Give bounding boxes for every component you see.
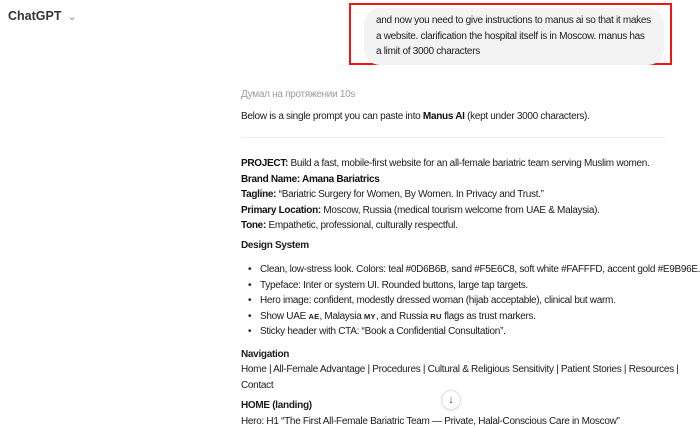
intro-post: (kept under 3000 characters). <box>464 110 590 122</box>
project-label: PROJECT: <box>241 158 289 169</box>
project-block <box>241 156 665 234</box>
home-landing-heading: HOME (landing) <box>241 400 312 411</box>
user-message-text: and now you need to give instructions to manus ai so that it makes a website. clarification the hospital itself is in Moscow. manus has a limit of 3000 characters <box>376 15 651 57</box>
tone-line <box>241 218 665 234</box>
list-item: • Clean, low-stress look. Colors: teal #0D6B6B, sand #F5E6C8, soft white #FAFFFD, accent gold #E9B96E. <box>241 262 665 278</box>
app-title: ChatGPT <box>8 9 62 23</box>
tagline-text: “Bariatric Surgery for Women, By Women. In Privacy and Trust.” <box>276 189 544 200</box>
brand-name-line: Brand Name: Amana Bariatrics <box>241 173 380 185</box>
location-label: Primary Location: <box>241 204 321 216</box>
scroll-to-bottom-button[interactable] <box>441 390 461 410</box>
design-system-heading: Design System <box>241 239 309 251</box>
user-message-bubble <box>364 8 664 65</box>
flags-text: , and Russia <box>375 310 431 322</box>
project-line <box>241 156 665 172</box>
list-item: • Hero image: confident, modestly dressed woman (hijab acceptable), clinical but warm. <box>241 293 665 309</box>
arrow-down-icon: ↓ <box>448 393 454 406</box>
intro-paragraph <box>241 109 665 125</box>
flags-text: flags as trust markers. <box>441 310 536 322</box>
design-system-list <box>241 262 700 340</box>
divider <box>241 137 665 138</box>
flags-text: , Malaysia <box>319 310 364 322</box>
intro-pre: Below is a single prompt you can paste into <box>241 110 423 122</box>
tagline-line <box>241 187 665 203</box>
tone-text: Empathetic, professional, culturally respectful. <box>265 220 458 231</box>
project-text: Build a fast, mobile-first website for an all-female bariatric team serving Muslim women. <box>288 158 650 169</box>
list-item: • Sticky header with CTA: “Book a Confidential Consultation”. <box>241 324 665 340</box>
malaysia-flag-code: MY <box>363 311 376 321</box>
tagline-label: Tagline: <box>241 189 277 200</box>
navigation-items-line1: Home | All-Female Advantage | Procedures | Cultural & Religious Sensitivity | Patient Stories | Resources | <box>241 364 679 375</box>
chevron-down-icon: ⌄ <box>67 11 77 23</box>
hero-line: Hero: H1 “The First All-Female Bariatric Team — Private, Halal-Conscious Care in Moscow” <box>241 415 620 427</box>
flags-text: Show UAE <box>260 310 309 322</box>
russia-flag-code: RU <box>430 311 442 321</box>
navigation-heading: Navigation <box>241 348 290 360</box>
tone-label: Tone: <box>241 220 266 231</box>
list-item-flags <box>241 309 665 325</box>
intro-bold: Manus AI <box>422 110 465 122</box>
location-line <box>241 203 665 219</box>
model-switcher-button[interactable] <box>8 9 77 23</box>
list-item: • Typeface: Inter or system UI. Rounded buttons, large tap targets. <box>241 278 665 294</box>
navigation-items-line2: Contact <box>241 379 274 391</box>
thinking-duration-label[interactable]: Думал на протяжении 10s <box>241 89 356 100</box>
uae-flag-code: AE <box>308 311 320 321</box>
location-text: Moscow, Russia (medical tourism welcome from UAE & Malaysia). <box>320 204 600 216</box>
assistant-response <box>241 85 700 428</box>
